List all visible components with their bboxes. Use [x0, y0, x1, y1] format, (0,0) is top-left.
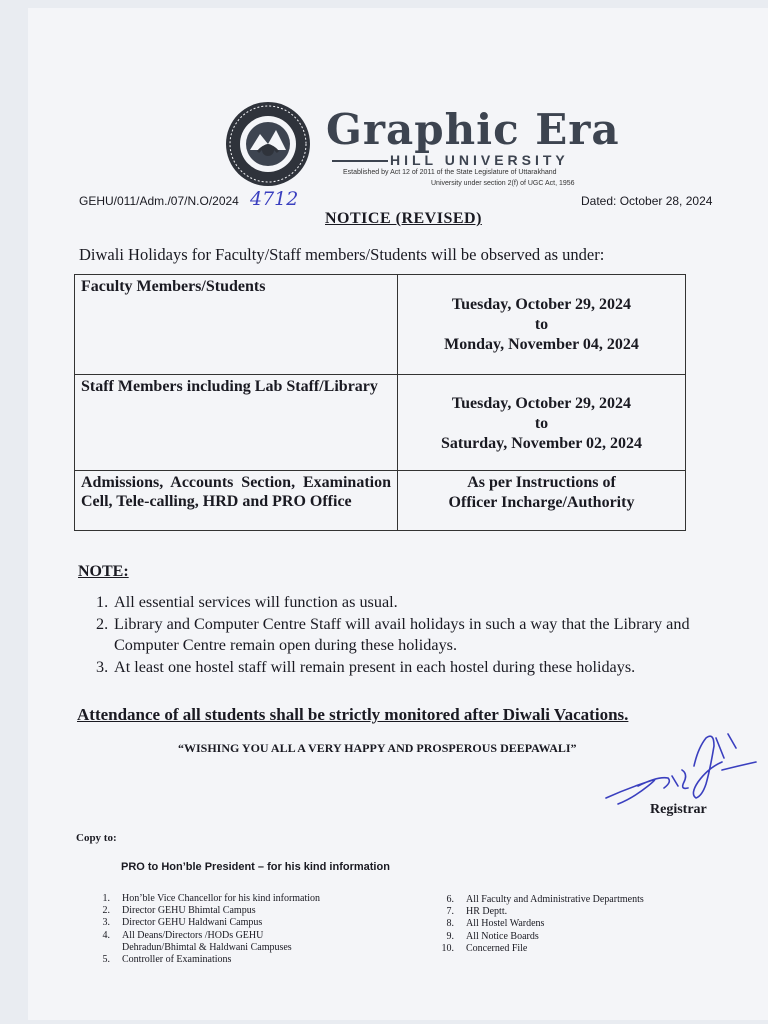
item-number: 3. — [102, 917, 110, 929]
note-heading: NOTE: — [78, 563, 129, 580]
holiday-table — [74, 274, 686, 531]
category-cell: Staff Members including Lab Staff/Library — [75, 375, 398, 471]
note-text: Library and Computer Centre Staff will avail holidays in such a way that the Library and Computer Centre remain open during these holidays. — [114, 614, 690, 654]
copy-list-left — [88, 893, 320, 966]
item-text: Director GEHU Bhimtal Campus — [122, 905, 256, 917]
instruction-line-1: As per Instructions of — [467, 474, 616, 491]
reference-number: GEHU/011/Adm./07/N.O/2024 — [79, 194, 239, 208]
item-text: HR Deptt. — [466, 906, 508, 918]
intro-text: Diwali Holidays for Faculty/Staff members/Students will be observed as under: — [79, 245, 605, 264]
item-number: 5. — [102, 954, 110, 966]
item-number — [88, 942, 122, 954]
list-item — [88, 954, 320, 966]
copy-list-right — [432, 894, 644, 955]
list-item — [432, 931, 644, 943]
note-list — [96, 592, 722, 678]
item-text: Hon’ble Vice Chancellor for his kind information — [122, 893, 321, 904]
item-number: 2. — [102, 905, 110, 917]
list-item — [432, 918, 644, 930]
category-cell: Faculty Members/Students — [75, 275, 398, 375]
list-item — [96, 592, 722, 614]
notice-title: NOTICE (REVISED) — [325, 210, 482, 227]
note-number: 2. — [96, 614, 109, 633]
notice-date: Dated: October 28, 2024 — [581, 194, 713, 208]
list-item — [88, 917, 320, 929]
note-number: 3. — [96, 657, 109, 676]
list-item — [88, 893, 320, 905]
item-text: All Notice Boards — [466, 930, 539, 942]
establishment-line-1: Established by Act 12 of 2011 of the State Legislature of Uttarakhand — [343, 169, 557, 176]
note-text: All essential services will function as usual. — [114, 593, 398, 611]
item-text: All Hostel Wardens — [466, 918, 545, 930]
list-item — [96, 657, 722, 679]
date-end: Monday, November 04, 2024 — [444, 336, 639, 353]
item-text: Director GEHU Haldwani Campus — [122, 917, 263, 929]
item-number: 8. — [446, 918, 454, 930]
item-number: 9. — [446, 930, 454, 942]
list-item — [88, 930, 320, 942]
list-item — [88, 905, 320, 917]
item-text: Dehradun/Bhimtal & Haldwani Campuses — [122, 941, 292, 953]
date-cell — [398, 275, 686, 375]
date-cell — [398, 375, 686, 471]
category-cell: Admissions, Accounts Section, Examination Cell, Tele-calling, HRD and PRO Office — [75, 471, 398, 531]
note-text: At least one hostel staff will remain present in each hostel during these holidays. — [114, 657, 636, 676]
list-item — [432, 943, 644, 955]
date-start: Tuesday, October 29, 2024 — [451, 395, 632, 412]
instruction-line-2: Officer Incharge/Authority — [448, 494, 635, 511]
greeting-line: “WISHING YOU ALL A VERY HAPPY AND PROSPEROUS DEEPAWALI” — [178, 741, 577, 755]
list-item — [432, 906, 644, 918]
brand-divider — [332, 160, 388, 162]
item-number: 6. — [446, 894, 454, 905]
list-item — [88, 942, 320, 954]
date-start: Tuesday, October 29, 2024 — [451, 296, 632, 313]
note-number: 1. — [96, 593, 109, 611]
table-row — [75, 471, 686, 531]
date-to: to — [534, 316, 549, 333]
copy-to-label: Copy to: — [76, 832, 117, 844]
item-number: 1. — [102, 893, 110, 904]
signatory-title: Registrar — [650, 802, 707, 817]
list-item — [96, 614, 722, 657]
item-text: All Faculty and Administrative Departments — [466, 894, 644, 905]
date-to: to — [534, 415, 549, 432]
item-text: Controller of Examinations — [122, 954, 232, 966]
university-emblem-logo — [224, 100, 312, 188]
brand-name: Graphic Era — [326, 105, 620, 154]
brand-subtitle: HILL UNIVERSITY — [390, 152, 569, 168]
item-number: 4. — [102, 929, 110, 941]
pro-copy-line: PRO to Hon’ble President – for his kind information — [121, 861, 390, 873]
item-number: 7. — [446, 906, 454, 918]
table-row — [75, 375, 686, 471]
list-item — [432, 894, 644, 906]
attendance-notice: Attendance of all students shall be strictly monitored after Diwali Vacations. — [77, 705, 629, 724]
date-end: Saturday, November 02, 2024 — [440, 435, 643, 452]
item-text: All Deans/Directors /HODs GEHU — [122, 929, 264, 941]
item-number: 10. — [441, 942, 454, 954]
item-text: Concerned File — [466, 942, 528, 954]
date-cell — [398, 471, 686, 531]
table-row — [75, 275, 686, 375]
establishment-line-2: University under section 2(f) of UGC Act, 1956 — [431, 180, 575, 187]
handwritten-reference: 4712 — [250, 188, 299, 210]
